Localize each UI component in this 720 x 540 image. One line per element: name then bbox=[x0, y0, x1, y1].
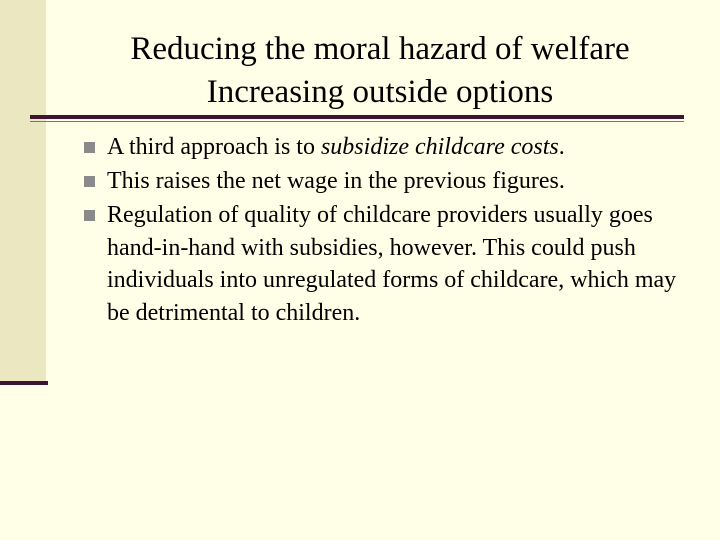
side-band bbox=[0, 0, 46, 383]
slide-title bbox=[60, 28, 700, 114]
bullet-list bbox=[84, 131, 704, 331]
title-underline-rule bbox=[30, 115, 684, 119]
bullet-item-2 bbox=[84, 165, 704, 198]
square-bullet-icon bbox=[84, 210, 95, 221]
square-bullet-icon bbox=[84, 176, 95, 187]
square-bullet-icon bbox=[84, 142, 95, 153]
side-accent-rule bbox=[0, 381, 48, 385]
bullet-3-text: Regulation of quality of childcare providers usually goes hand-in-hand with subsidies, however. This could push individuals into unregulated forms of childcare, which may be detrimental to children. bbox=[107, 202, 677, 326]
bullet-2-text: This raises the net wage in the previous figures. bbox=[107, 168, 565, 194]
title-line-2: Increasing outside options bbox=[206, 74, 554, 110]
bullet-1-text-end: . bbox=[558, 134, 565, 160]
title-line-1: Reducing the moral hazard of welfare bbox=[130, 31, 630, 67]
bullet-item-1 bbox=[84, 131, 704, 164]
bullet-1-emphasis: subsidize childcare costs bbox=[320, 134, 559, 160]
bullet-1-text-start: A third approach is to bbox=[107, 134, 321, 160]
bullet-1-text bbox=[107, 134, 565, 160]
bullet-item-3 bbox=[84, 199, 704, 329]
